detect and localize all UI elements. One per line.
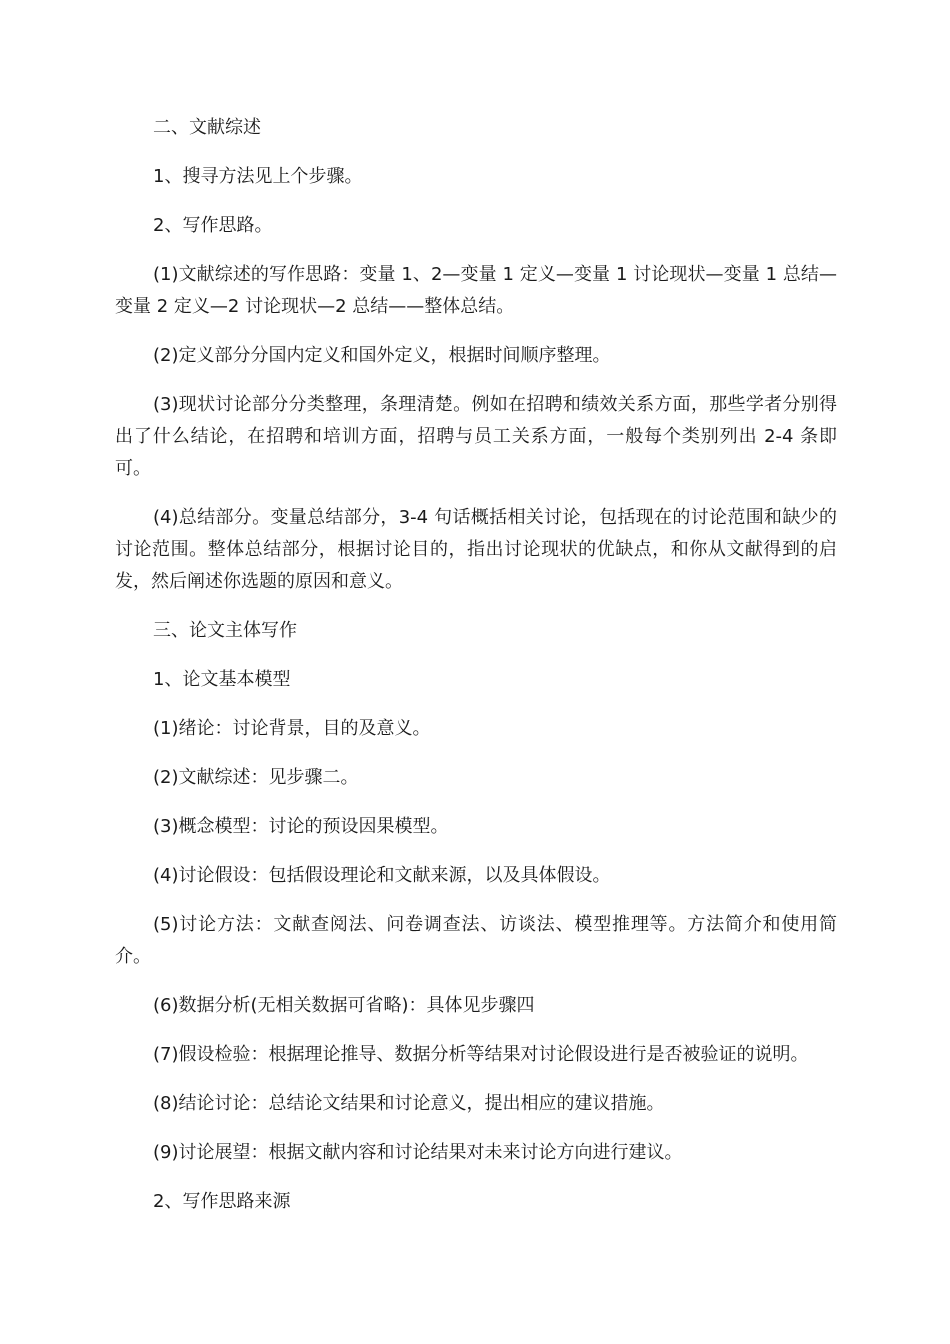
paragraph-review-structure: (1)文献综述的写作思路：变量 1、2—变量 1 定义—变量 1 讨论现状—变量 1 总结—变量 2 定义—2 讨论现状—2 总结——整体总结。	[115, 264, 837, 317]
document-body	[115, 112, 837, 1218]
item-search-method: 1、搜寻方法见上个步骤。	[153, 166, 363, 187]
item-writing-approach: 2、写作思路。	[153, 215, 273, 236]
paragraph-summary-section: (4)总结部分。变量总结部分，3-4 句话概括相关讨论，包括现在的讨论范围和缺少的讨论范围。整体总结部分，根据讨论目的，指出讨论现状的优缺点，和你从文献得到的启发，然后阐述你选题的原因和意义。	[115, 507, 837, 592]
section-heading-literature-review: 二、文献综述	[153, 117, 261, 138]
item-writing-source: 2、写作思路来源	[153, 1191, 291, 1212]
list-item-data-analysis: (6)数据分析(无相关数据可省略)：具体见步骤四	[153, 995, 535, 1016]
list-item-hypothesis-testing: (7)假设检验：根据理论推导、数据分析等结果对讨论假设进行是否被验证的说明。	[153, 1044, 809, 1065]
paragraph-current-status: (3)现状讨论部分分类整理，条理清楚。例如在招聘和绩效关系方面，那些学者分别得出了什么结论，在招聘和培训方面，招聘与员工关系方面，一般每个类别列出 2-4 条即可。	[115, 394, 837, 479]
list-item-conclusion: (8)结论讨论：总结论文结果和讨论意义，提出相应的建议措施。	[153, 1093, 665, 1114]
list-item-introduction: (1)绪论：讨论背景，目的及意义。	[153, 718, 431, 739]
list-item-literature-review: (2)文献综述：见步骤二。	[153, 767, 359, 788]
paragraph-definition-section: (2)定义部分分国内定义和国外定义，根据时间顺序整理。	[153, 345, 611, 366]
section-heading-main-body: 三、论文主体写作	[153, 620, 297, 641]
list-item-concept-model: (3)概念模型：讨论的预设因果模型。	[153, 816, 449, 837]
list-item-methods: (5)讨论方法：文献查阅法、问卷调查法、访谈法、模型推理等。方法简介和使用简介。	[115, 914, 837, 967]
list-item-outlook: (9)讨论展望：根据文献内容和讨论结果对未来讨论方向进行建议。	[153, 1142, 683, 1163]
item-basic-model: 1、论文基本模型	[153, 669, 291, 690]
list-item-hypotheses: (4)讨论假设：包括假设理论和文献来源，以及具体假设。	[153, 865, 611, 886]
